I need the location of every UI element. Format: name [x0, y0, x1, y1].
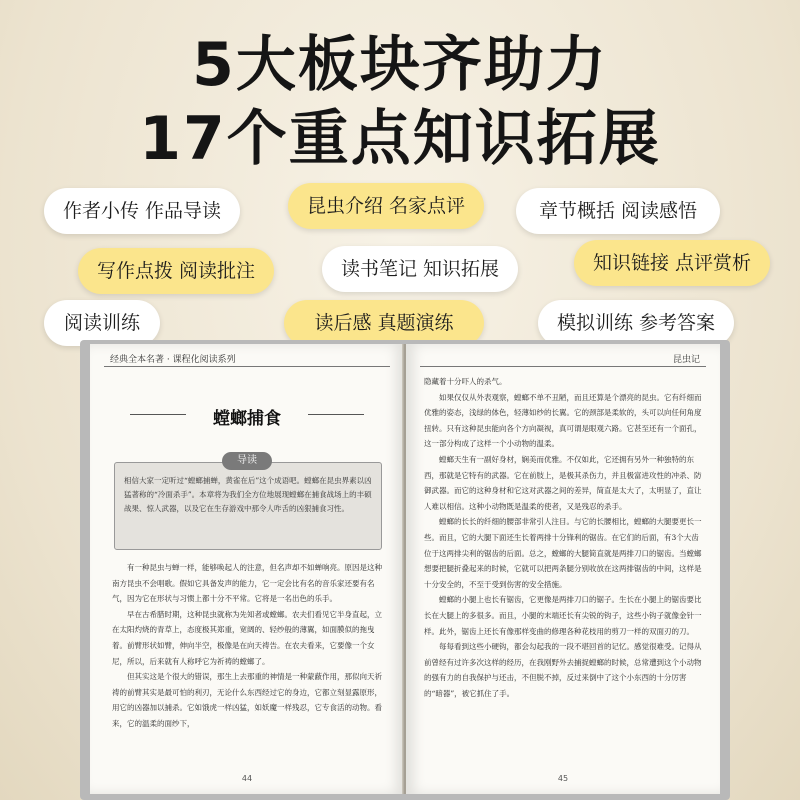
paragraph: 螳螂天生有一副好身材，娴美而优雅。不仅如此，它还拥有另外一种独特的东西，那就是它特有的武器。它在前肢上，是极其杀伤力，并且极富进攻性的冲杀、防御武器。而它的这种身材和它这对武器之间的差异，简直是太大了，太明显了，直让人难以相信。这种小动物既是温柔的使者，又是残忍的杀手。: [424, 454, 702, 511]
tag-after-reading: 读后感 真题演练: [284, 300, 484, 346]
paragraph: 有一种昆虫与蝉一样，能够唤起人的注意，但名声却不如蝉响亮。原因是这种南方昆虫不会唱歌。假如它具备发声的能力，它一定会比有名的音乐家还要有名气，因为它在形状与习惯上都十分不平常。它将是一名出色的乐手。: [112, 563, 382, 604]
tag-writing-tips: 写作点拨 阅读批注: [78, 248, 274, 294]
header-rule: [420, 366, 706, 367]
guide-label: 导读: [222, 452, 272, 470]
tag-reading-practice: 阅读训练: [44, 300, 160, 346]
paragraph: 如果仅仅从外表观察，螳螂不单不丑陋，而且还算是个漂亮的昆虫。它有纤细而优雅的姿态，浅绿的体色，轻薄如纱的长翼。它的颈部是柔软的，头可以向任何角度扭转。只有这种昆虫能向各个方向凝视，真可谓是眼观六路。它甚至还有一个面孔，这一部分构成了这样一个小动物的温柔。: [424, 392, 702, 449]
left-page-number: 44: [241, 774, 253, 783]
tag-knowledge-links: 知识链接 点评赏析: [574, 240, 770, 286]
open-book: [80, 330, 730, 800]
paragraph: 螳螂的长长的纤细的腰部非常引人注目。与它的长腰相比，螳螂的大腿要更长一些。而且，它的大腿下面还生长着两排十分锋利的锯齿。在它们的后面，有3个大齿位于这两排尖利的锯齿的后面。总之，螳螂的大腿简直就是两排刀口的锯齿。当螳螂想要把腿折叠起来的时候，它就可以把两条腿分别收放在这两排锯齿的中间，这样是十分安全的，不至于受到伤害的安全措施。: [424, 517, 702, 589]
right-body-text: [424, 374, 702, 701]
chapter-title: 螳螂捕食: [213, 409, 281, 429]
right-page: [406, 344, 720, 794]
title-ornament-right: [308, 414, 364, 415]
right-running-head: 昆虫记: [672, 355, 700, 365]
paragraph: 但其实这是个很大的错误，那生上去那重的神情是一种蒙蔽作用，那似向天祈祷的前臂其实是最可怕的利刃，无论什么东西经过它的身边，它都立刻显露原形，用它的凶器加以捕杀。它如饿虎一样凶猛，如妖魔一样残忍，它专食活的动物。看来，它的温柔的面纱下，: [112, 672, 382, 728]
tag-chapter-summary: 章节概括 阅读感悟: [516, 188, 720, 234]
tag-mock-practice: 模拟训练 参考答案: [538, 300, 734, 346]
paragraph: 隐藏着十分吓人的杀气。: [424, 377, 507, 386]
left-body-text: [112, 560, 384, 732]
tag-author-intro: 作者小传 作品导读: [44, 188, 240, 234]
tag-insect-intro: 昆虫介绍 名家点评: [288, 183, 484, 229]
tag-reading-notes: 读书笔记 知识拓展: [322, 246, 518, 292]
headline-line-1: 5大板块齐助力: [192, 30, 608, 100]
paragraph: 螳螂的小腿上也长有锯齿，它更像是两排刀口的锯子。生长在小腿上的锯齿要比长在大腿上的多很多。而且，小腿的末端还长有尖锐的钩子，这些小钩子就像金针一样。此外，锯齿上还长有像那样变曲的修理各种花枝用的剪刀一样的双面刃的刀。: [424, 595, 702, 636]
paragraph: 早在古希腊时期，这种昆虫就称为先知者或螳螂。农夫们看见它半身直起，立在太阳灼烧的青草上，态度极其郑重，宽阔的、轻纱般的薄翼，如面膜似的拖曳着。前臂形状如臂，伸向半空，极像是在向天祷告。在农夫看来，它要像一个女尼，所以，后来就有人称呼它为祈祷的螳螂了。: [112, 609, 382, 666]
paragraph: 每每看到这些小硬钩，都会勾起我的一段不堪回首的记忆。感觉很难受。记得从前曾经有过许多次这样的经历，在我刚野外去捕捉螳螂的时候，总常遭到这个小动物的强有力的自我保护与还击，不但脱不掉，反过来倒中了这个小东西的十分厉害的“暗器”，被它抓住了手。: [424, 642, 702, 698]
guide-text: 相信大家一定听过“螳螂捕蝉，黄雀在后”这个成语吧。螳螂在昆虫界素以凶猛著称的“冷面杀手”。本章将为我们全方位地展现螳螂在捕食战场上的丰硕战果、惊人武器，以及它在生存游戏中那令人咋舌的凶狠捕食习性。: [124, 476, 372, 513]
left-page: [90, 344, 404, 794]
left-running-head: 经典全本名著 · 课程化阅读系列: [110, 355, 236, 365]
right-page-number: 45: [557, 774, 569, 783]
header-rule: [104, 366, 390, 367]
headline-line-2: 17个重点知识拓展: [139, 104, 661, 174]
